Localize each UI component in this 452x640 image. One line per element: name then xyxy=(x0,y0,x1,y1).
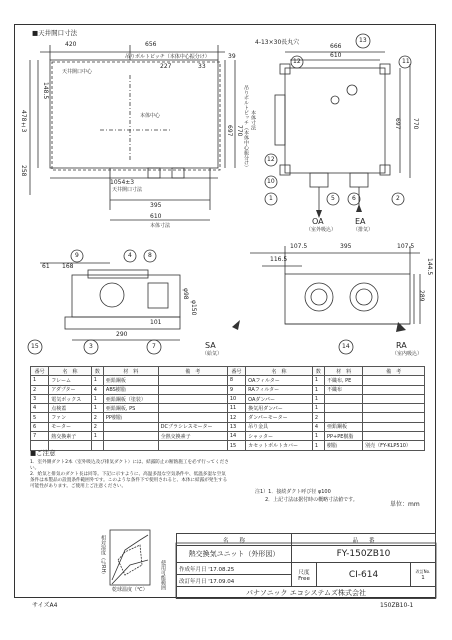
table-cell: 全熱交換素子 xyxy=(158,432,227,441)
tb-sheet xyxy=(411,563,436,587)
sv-dim-395: 395 xyxy=(340,243,352,250)
table-cell: OAダンパー xyxy=(246,394,313,403)
table-cell xyxy=(324,404,362,413)
tb-created-label: 作成年月日 xyxy=(179,566,207,573)
table-cell: 1 xyxy=(312,432,324,441)
sa-arrow-icon xyxy=(232,320,240,330)
table-cell: フレーム xyxy=(49,376,92,385)
tb-scale-value: Free xyxy=(298,575,310,582)
unit-top-outline xyxy=(285,68,385,173)
tr-dim-666: 666 xyxy=(330,43,342,50)
table-cell: シャッター xyxy=(246,432,313,441)
table-cell: ダンパーモーター xyxy=(246,413,313,422)
table-cell: 1 xyxy=(312,376,324,385)
graph-region-label: 使用可能範囲 xyxy=(160,560,166,590)
table-cell xyxy=(158,394,227,403)
footer-page-code: 150ZB10-1 xyxy=(380,602,414,609)
table-cell xyxy=(158,376,227,385)
table-cell: 2 xyxy=(312,413,324,422)
table-cell: 1 xyxy=(31,376,49,385)
col-material-2: 材 料 xyxy=(324,367,362,376)
sv-dim-116: 116.5 xyxy=(270,256,288,263)
table-cell xyxy=(103,432,158,441)
table-cell: DCブラシレスモーター xyxy=(158,422,227,431)
table-cell: 1 xyxy=(312,404,324,413)
table-cell: 11 xyxy=(227,404,245,413)
table-cell: 1 xyxy=(91,432,103,441)
table-row xyxy=(31,385,425,394)
tb-drawing-no-value: CI-614 xyxy=(348,569,379,580)
table-cell: 不織布 xyxy=(324,385,362,394)
col-name-2: 名 称 xyxy=(246,367,313,376)
pitch-label: 吊りボルトピッチ（本体中心振分け） xyxy=(125,54,210,60)
tb-revised-value: '17.09.04 xyxy=(208,578,235,585)
note-1: 1．室外側ダクト2本（室外吸込及び排気ダクト）には、結露防止の断熱施工を必ず行ってください。 xyxy=(30,460,229,471)
table-cell: 亜鉛鋼板, PS xyxy=(103,404,158,413)
dim-note-1: 注1）1．接続ダクト呼び径 φ100 xyxy=(255,489,331,495)
callout-2: 2 xyxy=(396,195,400,202)
title-block xyxy=(176,533,436,599)
fv-dim-150: φ150 xyxy=(190,300,197,316)
notes-heading: ■ご注意 xyxy=(30,449,56,457)
callout-1: 1 xyxy=(269,195,273,202)
parts-header-row xyxy=(31,367,425,376)
dim-33: 33 xyxy=(198,63,206,70)
table-cell: 1 xyxy=(91,404,103,413)
tb-sheet-label: 改訂No. xyxy=(415,568,431,574)
tr-dim-610: 610 xyxy=(330,52,342,59)
dim-420: 420 xyxy=(65,41,77,48)
table-cell: 8 xyxy=(227,376,245,385)
col-remark-2: 備 考 xyxy=(363,367,425,376)
table-cell xyxy=(363,385,425,394)
col-remark: 備 考 xyxy=(158,367,227,376)
table-cell xyxy=(363,404,425,413)
table-cell: 吊り金具 xyxy=(246,422,313,431)
callout-7: 7 xyxy=(152,343,156,350)
ra-arrow-icon xyxy=(396,322,406,332)
table-cell: ファン xyxy=(49,413,92,422)
fv-dim-61: 61 xyxy=(42,263,50,270)
oa-sub: （室外吸込） xyxy=(306,227,337,233)
note-2: 2．給気と排気のダクト長は同等。下記に示すように、高温多湿な空気条件や、低温多湿な空気条件は本製品の設置条件範囲外です。このような条件下で使用されると、本体に結露が発生する可能性があります。ご使用上ご注意ください。 xyxy=(30,472,228,489)
table-cell: 2 xyxy=(31,385,49,394)
table-cell xyxy=(363,394,425,403)
table-row xyxy=(31,441,425,450)
callout-6: 6 xyxy=(352,195,356,202)
tb-drawing-no xyxy=(317,563,411,587)
table-cell xyxy=(158,441,227,450)
table-cell: ABS樹脂 xyxy=(103,385,158,394)
fv-dim-290: 290 xyxy=(116,331,128,338)
side-center-label: 本体寸法 xyxy=(250,110,256,130)
ea-arrow-icon xyxy=(356,204,362,212)
notes-block xyxy=(30,460,230,490)
parts-body xyxy=(31,376,425,450)
table-cell: 9 xyxy=(227,385,245,394)
callout-12a: 12 xyxy=(293,58,301,65)
callout-4: 4 xyxy=(128,252,132,259)
tb-revised-label: 改訂年月日 xyxy=(179,578,207,585)
table-row xyxy=(31,432,425,441)
table-cell: 2 xyxy=(91,413,103,422)
side-dim-697: 697 xyxy=(226,125,233,137)
sv-dim-107a: 107.5 xyxy=(290,243,308,250)
table-cell: OAフィルター xyxy=(246,376,313,385)
tr-dim-770: 770 xyxy=(412,118,419,130)
table-cell xyxy=(363,376,425,385)
ea-sub: （排気） xyxy=(353,227,374,233)
sa-sub: （給気） xyxy=(202,351,223,357)
graph-x-label: 乾球温度（℃） xyxy=(112,587,148,593)
table-cell: 3 xyxy=(31,394,49,403)
col-no: 番号 xyxy=(31,367,49,376)
table-cell: 7 xyxy=(31,432,49,441)
side-dim-770: 770 xyxy=(236,125,243,137)
table-cell: 14 xyxy=(227,432,245,441)
ra-sub: （室内吸込） xyxy=(392,351,423,357)
callout-12b: 12 xyxy=(267,156,275,163)
section-heading: ■天井開口寸法 xyxy=(32,29,78,37)
table-cell: 換気用ダンパー xyxy=(246,404,313,413)
table-cell: 1 xyxy=(312,385,324,394)
unit-label: 単位：mm xyxy=(390,501,420,508)
ra-label: RA xyxy=(396,341,407,350)
table-row xyxy=(31,376,425,385)
holes-label: 4-13×30長丸穴 xyxy=(255,39,300,46)
sa-label: SA xyxy=(205,341,216,350)
table-cell: モーター xyxy=(49,422,92,431)
table-cell xyxy=(363,422,425,431)
table-cell: 1 xyxy=(91,394,103,403)
table-cell: 1 xyxy=(91,376,103,385)
dim-395: 395 xyxy=(150,202,162,209)
tb-company: パナソニック エコシステムズ株式会社 xyxy=(177,587,436,599)
tr-dim-697: 697 xyxy=(394,118,401,130)
table-cell: 5 xyxy=(31,413,49,422)
table-cell: 電気ボックス xyxy=(49,394,92,403)
callout-13: 13 xyxy=(359,37,367,44)
table-cell: RAフィルター xyxy=(246,385,313,394)
footer-size: サイズA4 xyxy=(32,602,58,609)
table-cell: 4 xyxy=(31,404,49,413)
tb-scale xyxy=(292,563,317,587)
tb-created-value: '17.08.25 xyxy=(208,566,235,573)
tb-product-value: FY-150ZB10 xyxy=(292,546,436,563)
callout-10: 10 xyxy=(267,178,275,185)
tb-name-label: 名 称 xyxy=(177,534,292,546)
table-cell: 2 xyxy=(91,422,103,431)
callout-15: 15 xyxy=(31,343,39,350)
table-cell: 4 xyxy=(91,385,103,394)
table-cell xyxy=(103,422,158,431)
col-qty: 数 xyxy=(91,367,103,376)
unit-front-outline xyxy=(72,275,180,317)
dim-227: 227 xyxy=(160,63,172,70)
table-cell: PP+PE樹脂 xyxy=(324,432,362,441)
table-cell: 12 xyxy=(227,413,245,422)
table-cell: 亜鉛鋼板（塗装） xyxy=(103,394,158,403)
table-row xyxy=(31,422,425,431)
callout-5: 5 xyxy=(331,195,335,202)
tb-name-value: 熱交換気ユニット（外形図） xyxy=(177,546,292,563)
opening-center-label: 天井開口中心 xyxy=(62,69,93,75)
opening-width-sub: 天井開口寸法 xyxy=(112,187,143,193)
dim-258: 258 xyxy=(20,165,27,177)
graph-y-label: 相対湿度（％RH） xyxy=(100,535,106,578)
unit-center-label: 本体中心 xyxy=(140,113,161,119)
fv-dim-101: 101 xyxy=(150,319,162,326)
parts-table xyxy=(30,366,425,451)
table-cell: 不織布, PE xyxy=(324,376,362,385)
side-pitch-label: 吊りボルトピッチ（本体中心振分け） xyxy=(243,85,249,170)
ceiling-opening-outline xyxy=(50,60,218,168)
sv-dim-144: 144.5 xyxy=(426,258,433,276)
table-row xyxy=(31,394,425,403)
table-cell: 1 xyxy=(312,441,324,450)
opening-width: 1054±3 xyxy=(110,179,135,186)
col-name: 名 称 xyxy=(49,367,92,376)
dim-148-5: 148.5 xyxy=(42,82,49,100)
table-cell: アダプター xyxy=(49,385,92,394)
table-cell: 亜鉛鋼板 xyxy=(324,422,362,431)
table-cell xyxy=(363,413,425,422)
dim-note-2: 2．上記寸法は据付時の概略寸法値です。 xyxy=(265,497,358,503)
table-cell: 10 xyxy=(227,394,245,403)
table-cell xyxy=(363,432,425,441)
table-cell: カセットボルトカバー xyxy=(246,441,313,450)
usage-graph-frame xyxy=(110,530,150,585)
col-no-2: 番号 xyxy=(227,367,245,376)
col-qty-2: 数 xyxy=(312,367,324,376)
table-cell: 熱交換素子 xyxy=(49,432,92,441)
tb-sheet-value: 1 xyxy=(421,574,425,581)
tb-created xyxy=(177,563,292,575)
table-cell xyxy=(324,394,362,403)
table-cell xyxy=(158,385,227,394)
dim-656: 656 xyxy=(145,41,157,48)
sv-dim-289: 289 xyxy=(418,290,425,302)
table-row xyxy=(31,413,425,422)
table-cell: 別売（FY-KLP510） xyxy=(363,441,425,450)
table-cell: 1 xyxy=(312,394,324,403)
table-row xyxy=(31,404,425,413)
dim-610: 610 xyxy=(150,213,162,220)
callout-14: 14 xyxy=(342,343,350,350)
callout-11: 11 xyxy=(402,58,410,65)
fv-dim-168: 168 xyxy=(62,263,74,270)
table-cell: 亜鉛鋼板 xyxy=(103,376,158,385)
unit-side-outline xyxy=(285,274,410,324)
ea-label: EA xyxy=(355,217,366,226)
callout-3: 3 xyxy=(89,343,93,350)
table-cell xyxy=(158,404,227,413)
oa-label: OA xyxy=(312,217,324,226)
tb-scale-label: 尺度 xyxy=(298,569,310,576)
table-cell: 4 xyxy=(312,422,324,431)
table-cell xyxy=(91,441,103,450)
table-cell xyxy=(324,413,362,422)
dim-39: 39 xyxy=(228,53,236,60)
table-cell xyxy=(158,413,227,422)
dim-478: 478±3 xyxy=(20,110,27,133)
table-cell: 樹脂 xyxy=(324,441,362,450)
sv-dim-107b: 107.5 xyxy=(397,243,415,250)
callout-9: 9 xyxy=(75,252,79,259)
table-cell: 点検蓋 xyxy=(49,404,92,413)
tb-revised xyxy=(177,575,292,587)
tb-product-label: 品 番 xyxy=(292,534,436,546)
table-cell: PP樹脂 xyxy=(103,413,158,422)
callout-8: 8 xyxy=(148,252,152,259)
table-cell: 13 xyxy=(227,422,245,431)
table-cell: 6 xyxy=(31,422,49,431)
unit-dim-label: 本体寸法 xyxy=(150,223,171,229)
fv-dim-98: φ98 xyxy=(182,288,189,300)
table-cell: 15 xyxy=(227,441,245,450)
col-material: 材 料 xyxy=(103,367,158,376)
table-cell xyxy=(103,441,158,450)
